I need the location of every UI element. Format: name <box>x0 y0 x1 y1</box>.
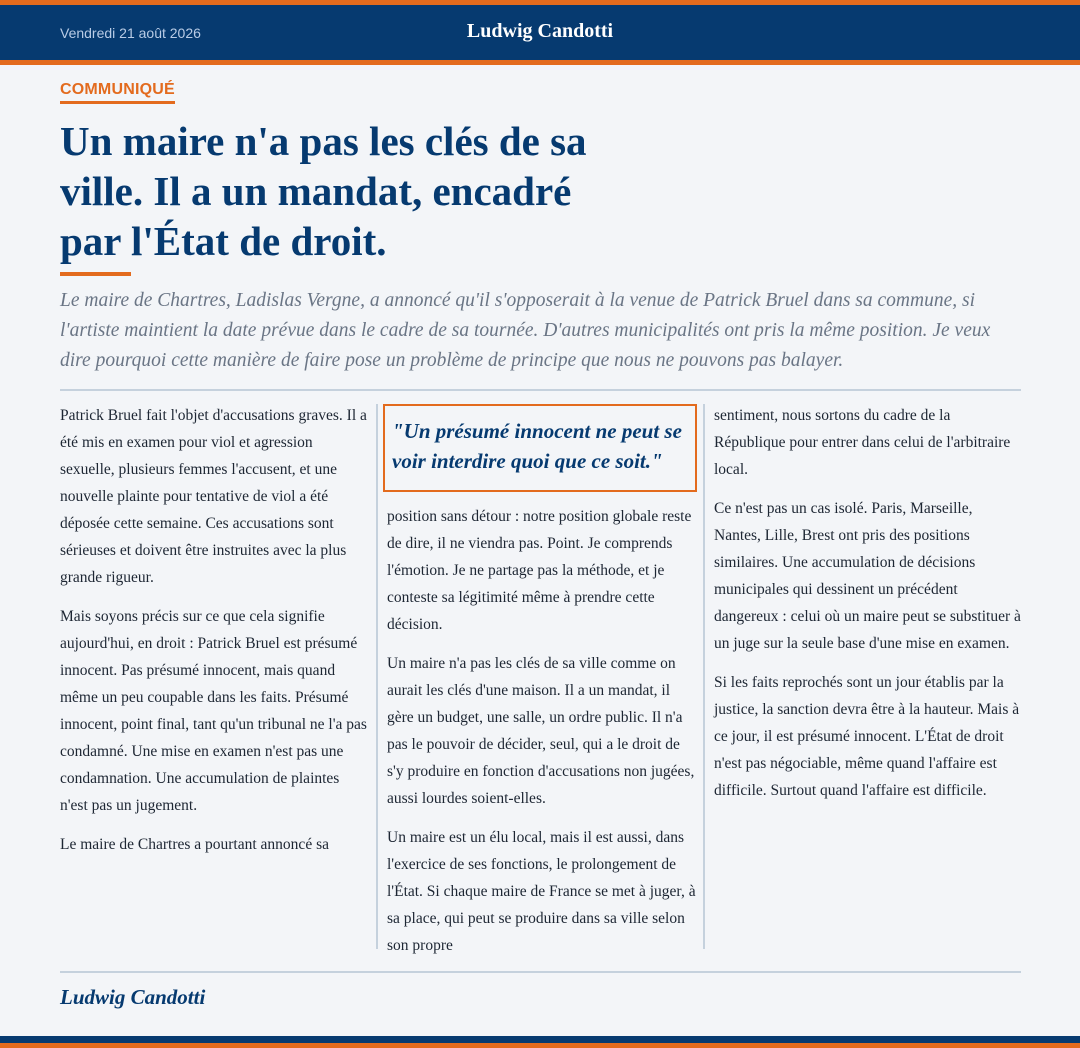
masthead-bar <box>0 0 1080 65</box>
section-kicker: COMMUNIQUÉ <box>60 81 175 104</box>
paragraph: Un maire n'a pas les clés de sa ville comme on aurait les clés d'une maison. Il a un mandat, il gère un budget, une salle, un ordre public. Il n'a pas le pouvoir de décider, seul, qui a le droit de s'y produire en fonction d'accusations non jugées, aussi lourdes soient-elles. <box>387 655 695 807</box>
article-headline: Un maire n'a pas les clés de sa ville. Il a un mandat, encadré par l'État de droit. <box>60 118 587 264</box>
paragraph: Si les faits reprochés sont un jour établis par la justice, la sanction devra être à la hauteur. Mais à ce jour, il est présumé innocent. L'État de droit n'est pas négociable, même quand l'affaire est difficile. Surtout quand l'affaire est difficile. <box>714 674 1020 799</box>
article-lede: Le maire de Chartres, Ladislas Vergne, a annoncé qu'il s'opposerait à la venue de Patrick Bruel dans sa commune, si l'artiste maintient la date prévue dans le cadre de sa tournée. D'autres municipalités ont pris la même position. Je veux dire pourquoi cette manière de faire pose un problème de principe que nous ne pouvons pas balayer. <box>60 290 991 371</box>
paragraph: sentiment, nous sortons du cadre de la République pour entrer dans celui de l'arbitraire local. <box>714 407 1011 478</box>
paragraph: Ce n'est pas un cas isolé. Paris, Marseille, Nantes, Lille, Brest ont pris des positions similaires. Une accumulation de décisions municipales qui dessinent un précédent dangereux : celui où un maire peut se substituer à un juge sur la seule base d'une mise en examen. <box>714 500 1021 652</box>
paragraph: Patrick Bruel fait l'objet d'accusations graves. Il a été mis en examen pour viol et agression sexuelle, plusieurs femmes l'accusent, et une nouvelle plainte pour tentative de viol a été déposée cette semaine. Ces accusations sont sérieuses et doivent être instruites avec la plus grande rigueur. <box>60 407 367 586</box>
pull-quote: "Un présumé innocent ne peut se voir interdire quoi que ce soit." <box>383 404 697 492</box>
article-column-3 <box>714 402 1021 816</box>
publication-date: Vendredi 21 août 2026 <box>60 25 201 41</box>
lede-divider <box>60 389 1021 391</box>
footer-divider <box>60 971 1021 973</box>
column-divider <box>703 404 705 949</box>
paragraph: Le maire de Chartres a pourtant annoncé sa <box>60 836 329 853</box>
article-column-2 <box>387 503 697 955</box>
paragraph: Un maire est un élu local, mais il est aussi, dans l'exercice de ses fonctions, le prolongement de l'État. Si chaque maire de France se met à juger, à sa place, qui peut se produire dans sa ville selon son propre <box>387 829 696 954</box>
article-column-1 <box>60 402 367 870</box>
masthead-title: Ludwig Candotti <box>466 20 614 42</box>
footer-bar <box>0 1036 1080 1048</box>
paragraph: position sans détour : notre position globale reste de dire, il ne viendra pas. Point. Je comprends l'émotion. Je ne partage pas la méthode, et je conteste sa légitimité même à prendre cette décision. <box>387 508 692 633</box>
headline-underline-divider <box>60 272 131 276</box>
paragraph: Mais soyons précis sur ce que cela signifie aujourd'hui, en droit : Patrick Bruel est présumé innocent. Pas présumé innocent, mais quand même un peu coupable dans les faits. Présumé innocent, point final, tant qu'un tribunal ne l'a pas condamné. Une mise en examen n'est pas une condamnation. Une accumulation de plaintes n'est pas un jugement. <box>60 608 367 814</box>
column-divider <box>376 404 378 949</box>
author-signature: Ludwig Candotti <box>60 985 206 1009</box>
